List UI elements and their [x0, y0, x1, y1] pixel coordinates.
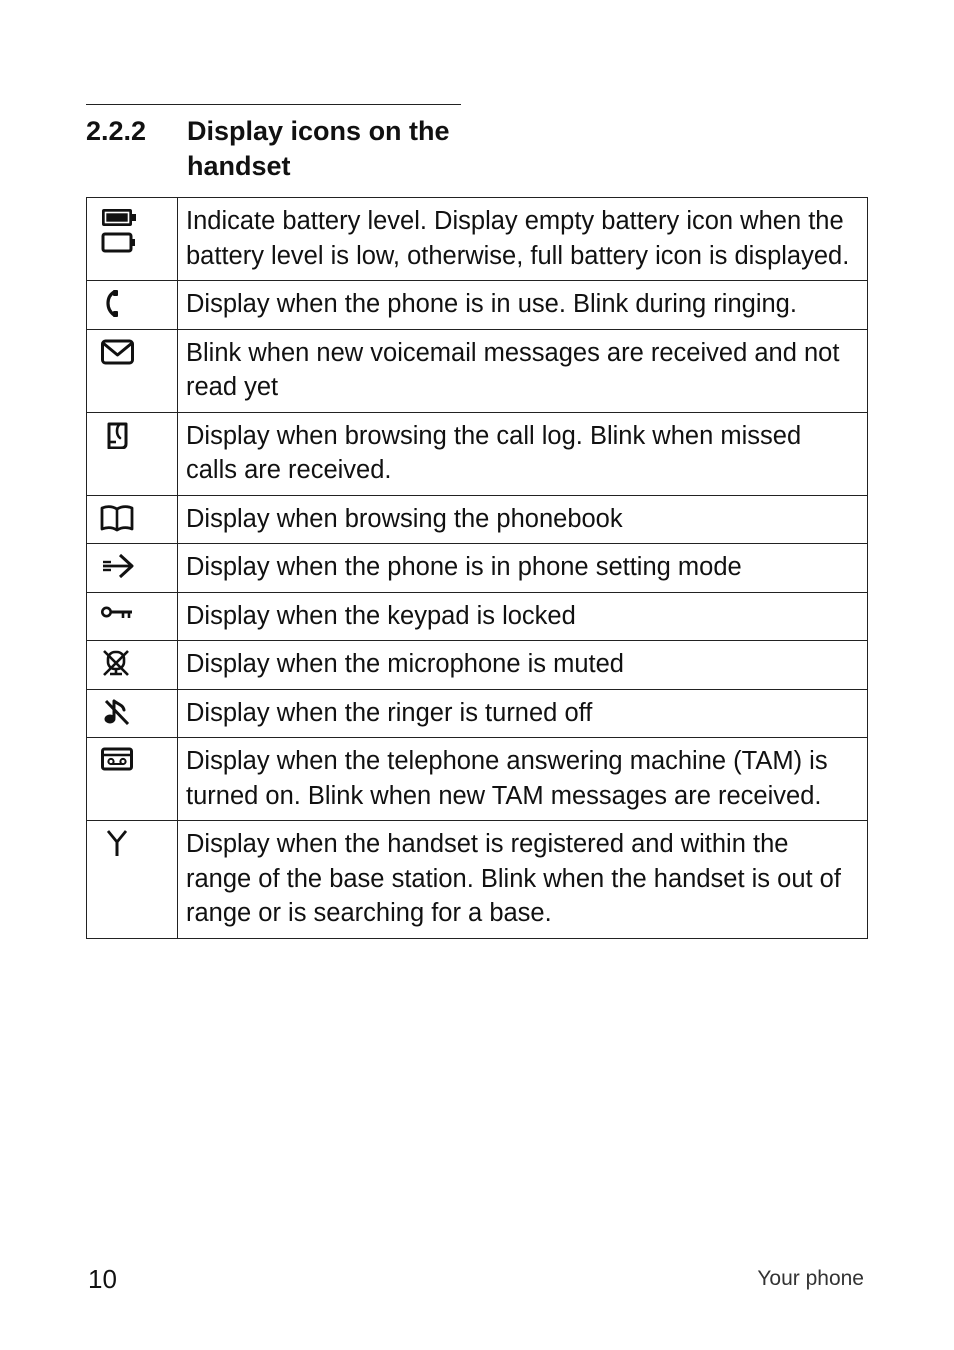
icon-cell — [87, 689, 178, 738]
icon-description: Display when the phone is in use. Blink during ringing. — [178, 281, 868, 330]
section-title: Display icons on the handset — [187, 116, 450, 181]
icon-cell — [87, 281, 178, 330]
display-icons-table — [86, 197, 868, 939]
mic-muted-icon — [100, 649, 136, 677]
table-row — [87, 821, 868, 939]
table-row — [87, 641, 868, 690]
table-row — [87, 495, 868, 544]
footer-chapter-title: Your phone — [757, 1267, 864, 1290]
key-icon — [100, 601, 136, 629]
icon-cell — [87, 495, 178, 544]
icon-cell — [87, 821, 178, 939]
icon-description: Display when the telephone answering machine (TAM) is turned on. Blink when new TAM messages are received. — [178, 738, 868, 821]
icon-description: Display when browsing the call log. Blink when missed calls are received. — [178, 412, 868, 495]
page-number: 10 — [88, 1264, 117, 1294]
section-number: 2.2.2 — [86, 116, 147, 146]
table-row — [87, 592, 868, 641]
battery-icon — [100, 206, 138, 256]
icon-description: Display when the handset is registered and within the range of the base station. Blink when the handset is out of range or is searching for a base. — [178, 821, 868, 939]
icon-cell — [87, 329, 178, 412]
icon-cell — [87, 738, 178, 821]
table-row — [87, 281, 868, 330]
envelope-icon — [100, 338, 136, 366]
phonebook-icon — [100, 504, 136, 532]
table-row — [87, 412, 868, 495]
icon-cell — [87, 641, 178, 690]
answering-machine-icon — [100, 746, 136, 774]
icon-description: Display when the ringer is turned off — [178, 689, 868, 738]
icon-description: Display when browsing the phonebook — [178, 495, 868, 544]
icon-description: Display when the phone is in phone setting mode — [178, 544, 868, 593]
icon-cell — [87, 592, 178, 641]
icon-cell — [87, 412, 178, 495]
icon-cell — [87, 198, 178, 281]
icon-description: Blink when new voicemail messages are received and not read yet — [178, 329, 868, 412]
icon-description: Indicate battery level. Display empty battery icon when the battery level is low, otherwise, full battery icon is displayed. — [178, 198, 868, 281]
icon-cell — [87, 544, 178, 593]
table-row — [87, 198, 868, 281]
icon-description: Display when the keypad is locked — [178, 592, 868, 641]
table-row — [87, 544, 868, 593]
section-heading — [86, 104, 461, 184]
antenna-icon — [100, 829, 136, 857]
table-row — [87, 738, 868, 821]
table-row — [87, 329, 868, 412]
ringer-off-icon — [100, 698, 136, 726]
table-row — [87, 689, 868, 738]
icon-description: Display when the microphone is muted — [178, 641, 868, 690]
call-log-icon — [100, 421, 136, 449]
settings-arrow-icon — [100, 552, 136, 580]
phone-handset-icon — [100, 289, 136, 317]
